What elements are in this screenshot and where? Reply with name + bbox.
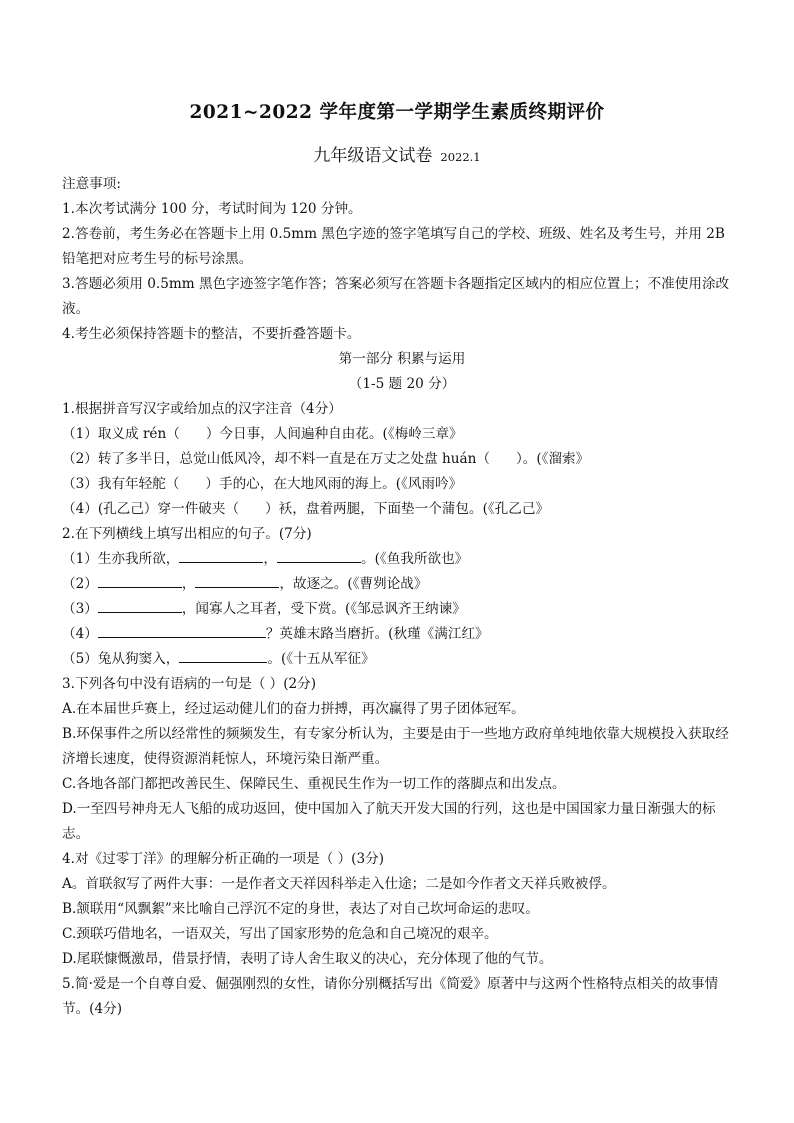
q1-item-after: ）袄，盘着两腿，下面垫一个蒲包。(《孔乙己》 <box>265 501 550 517</box>
q4-option: D.尾联慷慨激昂，借景抒情，表明了诗人舍生取义的决心，充分体现了他的气节。 <box>62 951 553 967</box>
q2-item-mid: ， <box>181 576 196 592</box>
q3-stem: 3.下列各句中没有语病的一句是（ ）(2分) <box>62 676 317 692</box>
q1-item-before: （2）转了多半日，总觉山低风冷，却不料一直是在万丈之处盘 huán（ <box>62 451 490 467</box>
exam-date: 2022.1 <box>440 150 481 164</box>
q2-item-after: 。(《鱼我所欲也》 <box>361 551 469 567</box>
q3-option: D.一至四号神舟无人飞船的成功返回，使中国加入了航天开发大国的行列，这也是中国国家力量日渐强大的标志。 <box>62 801 716 842</box>
q3-option: A.在本届世乒赛上，经过运动健儿们的奋力拼搏，再次赢得了男子团体冠军。 <box>62 701 525 717</box>
fill-blank[interactable] <box>98 597 182 613</box>
q2-item-after: ，闻寡人之耳者，受下赏。(《邹忌讽齐王纳谏》 <box>181 601 466 617</box>
q2-stem: 2.在下列横线上填写出相应的句子。(7分) <box>62 526 312 542</box>
q1-item-before: （3）我有年轻舵（ <box>62 476 180 492</box>
q1-item-before: （1）取义成 rén（ <box>62 426 180 442</box>
q2-item <box>62 647 742 672</box>
q2-item-after: ，故逐之。(《曹刿论战》 <box>279 576 428 592</box>
q2-item <box>62 597 742 622</box>
q2-item <box>62 572 742 597</box>
q4-option: A。首联叙写了两件大事：一是作者文天祥因科举走入仕途；二是如今作者文天祥兵败被俘。 <box>62 876 616 892</box>
q2-item-mid: ， <box>263 551 277 567</box>
fill-blank[interactable] <box>179 647 267 663</box>
q2-item-before: （5）兔从狗窦入， <box>62 651 180 667</box>
q1-stem: 1.根据拼音写汉字或给加点的汉字注音（4分） <box>62 401 342 417</box>
q1-item <box>62 497 742 522</box>
subtitle-text: 九年级语文试卷 <box>313 146 433 166</box>
fill-blank[interactable] <box>195 572 279 588</box>
q1-item <box>62 472 742 497</box>
q4-option: B.颔联用“风飘絮”来比喻自己浮沉不定的身世，表达了对自己坎坷命运的悲叹。 <box>62 901 539 917</box>
q2-item-before: （3） <box>62 601 98 617</box>
q1-item <box>62 422 742 447</box>
q2-item-after: 。(《十五从军征》 <box>267 651 375 667</box>
q4-stem: 4.对《过零丁洋》的理解分析正确的一项是（ ）(3分) <box>62 851 385 867</box>
notice-item: 1.本次考试满分 100 分，考试时间为 120 分钟。 <box>62 201 362 217</box>
section-scope: （1-5 题 20 分） <box>348 376 456 392</box>
q2-item-before: （4） <box>62 626 98 642</box>
fill-blank[interactable] <box>179 547 263 563</box>
notice-heading: 注意事项: <box>62 176 121 192</box>
notice-item: 2.答卷前，考生务必在答题卡上用 0.5mm 黑色字迹的签字笔填写自己的学校、班级、姓名及考生号，并用 2B 铅笔把对应考生号的标号涂黑。 <box>62 226 725 267</box>
q1-item-after: ）手的心，在大地风雨的海上。(《风雨吟》 <box>205 476 463 492</box>
exam-body <box>62 172 742 1022</box>
q1-item-after: ）。(《溜索》 <box>515 451 590 467</box>
q2-item-before: （2） <box>62 576 98 592</box>
fill-blank[interactable] <box>98 572 182 588</box>
q5-stem: 5.简·爱是一个自尊自爱、倔强刚烈的女性，请你分别概括写出《简爱》原著中与这两个性格特点相关的故事情节。(4分) <box>62 976 719 1017</box>
q3-option: C.各地各部门都把改善民生、保障民生、重视民生作为一切工作的落脚点和出发点。 <box>62 776 566 792</box>
q3-option: B.环保事件之所以经常性的频频发生，有专家分析认为，主要是由于一些地方政府单纯地依靠大规模投入获取经济增长速度，使得资源消耗惊人，环境污染日渐严重。 <box>62 726 729 767</box>
q1-item-after: ）今日事，人间遍种自由花。(《梅岭三章》 <box>205 426 463 442</box>
fill-blank[interactable] <box>98 622 266 638</box>
fill-blank[interactable] <box>277 547 361 563</box>
notice-item: 4.考生必须保持答题卡的整洁，不要折叠答题卡。 <box>62 326 361 342</box>
exam-subtitle <box>0 141 794 166</box>
q2-item-after: ？英雄末路当磨折。(秋瑾《满江红》 <box>265 626 489 642</box>
q4-option: C.颈联巧借地名，一语双关，写出了国家形势的危急和自己境况的艰辛。 <box>62 926 498 942</box>
q2-item <box>62 547 742 572</box>
section-title: 第一部分 积累与运用 <box>338 351 466 367</box>
notice-item: 3.答题必须用 0.5mm 黑色字迹签字笔作答；答案必须写在答题卡各题指定区域内的相应位置上；不准使用涂改液。 <box>62 276 730 317</box>
q2-item-before: （1）生亦我所欲， <box>62 551 180 567</box>
q2-item <box>62 622 742 647</box>
q1-item-before: （4）(孔乙己）穿一件破夹（ <box>62 501 240 517</box>
exam-title: 2021~2022 学年度第一学期学生素质终期评价 <box>189 102 605 123</box>
q1-item <box>62 447 742 472</box>
